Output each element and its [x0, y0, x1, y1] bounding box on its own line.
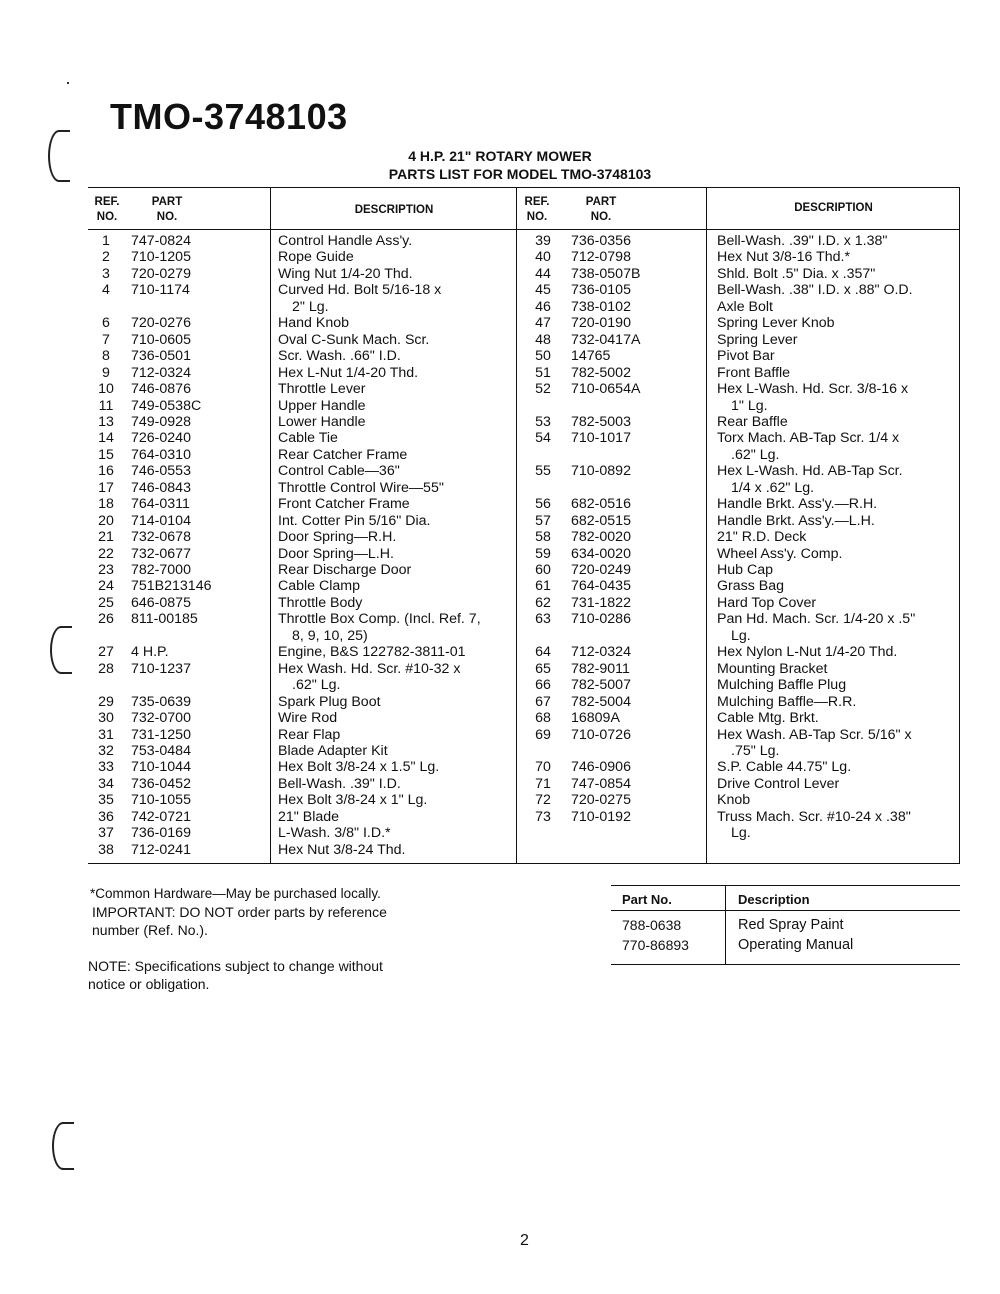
part-description: 1/4 x .62" Lg. — [731, 479, 815, 496]
ref-number: 60 — [535, 562, 551, 578]
ref-number: 61 — [535, 578, 551, 595]
part-description: Hex Nut 3/8-16 Thd.* — [717, 249, 851, 266]
ref-number: 59 — [535, 545, 551, 562]
document-subtitle: 4 H.P. 21" ROTARY MOWER — [408, 148, 592, 164]
ref-number: 40 — [535, 249, 551, 266]
part-description: Spring Lever — [717, 331, 798, 348]
part-description: Hex Wash. Hd. Scr. #10-32 x — [278, 660, 461, 677]
part-number: 4 H.P. — [131, 644, 169, 661]
part-description: Throttle Box Comp. (Incl. Ref. 7, — [278, 611, 481, 628]
part-description: Door Spring—L.H. — [278, 545, 394, 562]
ref-number: 8 — [102, 348, 110, 365]
extra-table-top-rule — [611, 885, 960, 886]
part-number: 710-0605 — [131, 331, 191, 348]
extra-row-desc: Red Spray Paint — [738, 917, 844, 933]
part-description: Drive Control Lever — [717, 775, 840, 792]
part-description: Front Catcher Frame — [278, 496, 410, 513]
column-divider — [959, 187, 960, 863]
part-description: .62" Lg. — [731, 446, 780, 463]
part-number: 738-0102 — [571, 298, 631, 315]
part-description: Hard Top Cover — [717, 594, 817, 611]
ref-number: 52 — [535, 381, 551, 398]
extra-row-part: 770-86893 — [622, 937, 689, 953]
ref-number: 15 — [98, 446, 114, 463]
part-number: 710-0286 — [571, 611, 631, 628]
binder-hole-mark-bottom — [52, 1122, 74, 1170]
ref-number: 58 — [535, 529, 551, 546]
part-description: Throttle Control Wire—55" — [278, 479, 444, 496]
ref-number: 67 — [535, 693, 551, 710]
part-number: 749-0928 — [131, 413, 191, 430]
part-number: 751B213146 — [131, 578, 212, 595]
part-number: 682-0516 — [571, 496, 631, 513]
ref-number: 48 — [535, 331, 551, 348]
ref-number: 16 — [98, 463, 114, 480]
ref-number: 13 — [98, 413, 114, 430]
part-description: Shld. Bolt .5" Dia. x .357" — [717, 265, 876, 282]
ref-number: 23 — [98, 562, 114, 578]
ref-number: 9 — [102, 364, 110, 381]
part-description: Axle Bolt — [717, 298, 773, 315]
part-description: Wire Rod — [278, 710, 338, 727]
ref-number: 62 — [535, 594, 551, 611]
part-number: 764-0311 — [131, 496, 190, 513]
part-description: Hex L-Nut 1/4-20 Thd. — [278, 364, 419, 381]
ref-number: 6 — [102, 315, 110, 332]
part-number: 710-0726 — [571, 726, 631, 743]
column-divider — [706, 187, 707, 863]
part-description: Upper Handle — [278, 397, 366, 414]
part-description: Rear Flap — [278, 726, 341, 743]
ref-number: 30 — [98, 710, 114, 727]
ref-number: 26 — [98, 611, 114, 628]
part-description: Mounting Bracket — [717, 660, 828, 677]
ref-number: 71 — [535, 775, 551, 792]
part-description: Grass Bag — [717, 578, 785, 595]
part-description: 8, 9, 10, 25) — [292, 627, 368, 644]
part-description: .62" Lg. — [292, 677, 341, 694]
part-number: 811-00185 — [131, 611, 198, 628]
ref-number: 32 — [98, 742, 114, 759]
ref-number: 33 — [98, 759, 114, 776]
ref-number: 53 — [535, 413, 551, 430]
part-number: 710-1044 — [131, 759, 191, 776]
part-description: Rope Guide — [278, 249, 354, 266]
header-part-no: PART NO. — [585, 196, 617, 223]
part-description: L-Wash. 3/8" I.D.* — [278, 825, 391, 842]
part-description: Hand Knob — [278, 315, 349, 332]
ref-number: 11 — [98, 397, 114, 414]
part-description: Scr. Wash. .66" I.D. — [278, 348, 401, 365]
ref-number: 4 — [102, 282, 110, 299]
part-number: 731-1250 — [131, 726, 191, 743]
ref-number: 39 — [535, 233, 551, 249]
part-number: 14765 — [571, 348, 611, 365]
part-number: 732-0700 — [131, 710, 191, 727]
part-description: Mulching Baffle Plug — [717, 677, 847, 694]
part-number: 753-0484 — [131, 742, 191, 759]
part-number: 746-0843 — [131, 479, 191, 496]
part-description: Handle Brkt. Ass'y.—R.H. — [717, 496, 878, 513]
part-description: 2" Lg. — [292, 298, 329, 315]
ref-number: 22 — [98, 545, 114, 562]
part-description: Control Cable—36" — [278, 463, 400, 480]
part-number: 720-0249 — [571, 562, 631, 578]
ref-number: 68 — [535, 710, 551, 727]
part-number: 747-0824 — [131, 233, 191, 249]
page-number: 2 — [520, 1232, 529, 1249]
part-description: Hex Wash. AB-Tap Scr. 5/16" x — [717, 726, 912, 743]
ref-number: 1 — [102, 233, 110, 249]
part-description: Throttle Lever — [278, 381, 366, 398]
part-number: 710-0654A — [571, 381, 641, 398]
part-description: Rear Baffle — [717, 413, 788, 430]
part-description: 21" Blade — [278, 808, 340, 825]
part-description: Bell-Wash. .39" I.D. x 1.38" — [717, 233, 888, 249]
header-part-no: PART NO. — [151, 196, 183, 223]
part-description: 1" Lg. — [731, 397, 768, 414]
part-number: 710-1017 — [571, 430, 631, 447]
part-description: Cable Clamp — [278, 578, 361, 595]
part-description: Blade Adapter Kit — [278, 742, 388, 759]
part-number: 710-1237 — [131, 660, 191, 677]
part-description: Bell-Wash. .39" I.D. — [278, 775, 401, 792]
ref-number: 69 — [535, 726, 551, 743]
part-number: 738-0507B — [571, 265, 641, 282]
part-description: Rear Catcher Frame — [278, 446, 408, 463]
part-description: Lg. — [731, 825, 751, 842]
part-description: Hex Bolt 3/8-24 x 1.5" Lg. — [278, 759, 440, 776]
specifications-note-line2: notice or obligation. — [88, 976, 210, 992]
ref-number: 10 — [98, 381, 114, 398]
part-number: 710-1174 — [131, 282, 190, 299]
part-number: 731-1822 — [571, 594, 631, 611]
ref-number: 3 — [102, 265, 110, 282]
ref-number: 28 — [98, 660, 114, 677]
part-description: Hex Bolt 3/8-24 x 1" Lg. — [278, 792, 428, 809]
part-number: 782-5007 — [571, 677, 631, 694]
part-number: 720-0279 — [131, 265, 191, 282]
part-number: 682-0515 — [571, 512, 631, 529]
part-description: Hub Cap — [717, 562, 773, 578]
ref-number: 51 — [535, 364, 551, 381]
part-number: 16809A — [571, 710, 620, 727]
extra-header-part-no: Part No. — [622, 892, 672, 907]
part-description: Rear Discharge Door — [278, 562, 412, 578]
part-description: S.P. Cable 44.75" Lg. — [717, 759, 852, 776]
ref-number: 45 — [535, 282, 551, 299]
ref-number: 57 — [535, 512, 551, 529]
ref-number: 44 — [535, 265, 551, 282]
ref-number: 63 — [535, 611, 551, 628]
parts-list-heading: PARTS LIST FOR MODEL TMO-3748103 — [388, 166, 652, 182]
part-number: 782-0020 — [571, 529, 631, 546]
part-number: 736-0452 — [131, 775, 191, 792]
part-description: Control Handle Ass'y. — [278, 233, 413, 249]
part-description: Spark Plug Boot — [278, 693, 381, 710]
part-number: 712-0798 — [571, 249, 631, 266]
important-note-line2: number (Ref. No.). — [92, 922, 208, 938]
part-description: Bell-Wash. .38" I.D. x .88" O.D. — [717, 282, 913, 299]
table-top-rule — [88, 187, 960, 188]
part-description: Spring Lever Knob — [717, 315, 835, 332]
ref-number: 24 — [98, 578, 114, 595]
ref-number: 7 — [102, 331, 110, 348]
part-description: Pan Hd. Mach. Scr. 1/4-20 x .5" — [717, 611, 916, 628]
part-number: 710-0892 — [571, 463, 631, 480]
ref-number: 18 — [98, 496, 114, 513]
part-number: 634-0020 — [571, 545, 631, 562]
binder-hole-mark-middle — [50, 626, 72, 674]
part-description: Front Baffle — [717, 364, 791, 381]
ref-number: 36 — [98, 808, 114, 825]
extra-row-desc: Operating Manual — [738, 937, 854, 953]
common-hardware-note: *Common Hardware—May be purchased locally. — [90, 886, 381, 901]
ref-number: 2 — [102, 249, 110, 266]
table-bottom-rule — [88, 863, 960, 864]
part-number: 732-0677 — [131, 545, 191, 562]
part-description: Knob — [717, 792, 751, 809]
part-number: 764-0435 — [571, 578, 631, 595]
part-description: 21" R.D. Deck — [717, 529, 807, 546]
part-number: 720-0190 — [571, 315, 631, 332]
part-number: 736-0356 — [571, 233, 631, 249]
part-description: Curved Hd. Bolt 5/16-18 x — [278, 282, 442, 299]
important-note-line1: IMPORTANT: DO NOT order parts by reference — [92, 904, 387, 920]
part-number: 746-0876 — [131, 381, 191, 398]
part-description: Truss Mach. Scr. #10-24 x .38" — [717, 808, 911, 825]
ref-number: 20 — [98, 512, 114, 529]
part-number: 782-5002 — [571, 364, 631, 381]
part-number: 710-1205 — [131, 249, 191, 266]
ref-number: 65 — [535, 660, 551, 677]
part-description: Door Spring—R.H. — [278, 529, 397, 546]
column-divider — [516, 187, 517, 863]
part-number: 747-0854 — [571, 775, 631, 792]
ref-number: 66 — [535, 677, 551, 694]
ref-number: 55 — [535, 463, 551, 480]
header-description: DESCRIPTION — [794, 202, 873, 214]
extra-table-bottom-rule — [611, 964, 960, 965]
ref-number: 50 — [535, 348, 551, 365]
header-description: DESCRIPTION — [354, 204, 434, 216]
part-number: 736-0169 — [131, 825, 191, 842]
part-description: Handle Brkt. Ass'y.—L.H. — [717, 512, 875, 529]
part-description: Throttle Body — [278, 594, 363, 611]
extra-table-divider — [725, 885, 726, 964]
part-number: 735-0639 — [131, 693, 191, 710]
extra-header-description: Description — [738, 892, 810, 907]
ref-number: 47 — [535, 315, 551, 332]
ref-number: 46 — [535, 298, 551, 315]
document-title: TMO-3748103 — [110, 96, 348, 137]
ref-number: 29 — [98, 693, 114, 710]
ref-number: 72 — [535, 792, 551, 809]
part-number: 742-0721 — [131, 808, 191, 825]
ref-number: 31 — [98, 726, 114, 743]
part-description: Torx Mach. AB-Tap Scr. 1/4 x — [717, 430, 900, 447]
ref-number: 25 — [98, 594, 114, 611]
part-description: Cable Tie — [278, 430, 338, 447]
ref-number: 70 — [535, 759, 551, 776]
table-header-rule — [88, 229, 960, 230]
part-number: 710-1055 — [131, 792, 191, 809]
part-number: 782-5004 — [571, 693, 631, 710]
part-number: 746-0906 — [571, 759, 631, 776]
part-description: Cable Mtg. Brkt. — [717, 710, 819, 727]
ref-number: 21 — [98, 529, 114, 546]
ref-number: 17 — [98, 479, 114, 496]
extra-table-header-rule — [611, 910, 960, 911]
part-number: 749-0538C — [131, 397, 202, 414]
ref-number: 38 — [98, 841, 114, 858]
header-ref-no: REF. NO. — [524, 196, 550, 223]
ref-number: 56 — [535, 496, 551, 513]
ref-number: 35 — [98, 792, 114, 809]
part-description: Hex Nylon L-Nut 1/4-20 Thd. — [717, 644, 898, 661]
header-ref-no: REF. NO. — [94, 196, 120, 223]
ref-number: 37 — [98, 825, 114, 842]
part-number: 712-0324 — [571, 644, 631, 661]
part-number: 782-5003 — [571, 413, 631, 430]
part-number: 726-0240 — [131, 430, 191, 447]
ref-number: 54 — [535, 430, 551, 447]
part-description: Mulching Baffle—R.R. — [717, 693, 857, 710]
part-description: Hex L-Wash. Hd. Scr. 3/8-16 x — [717, 381, 909, 398]
part-description: Oval C-Sunk Mach. Scr. — [278, 331, 430, 348]
ref-number: 34 — [98, 775, 114, 792]
part-number: 710-0192 — [571, 808, 631, 825]
part-description: Wing Nut 1/4-20 Thd. — [278, 265, 413, 282]
part-number: 732-0678 — [131, 529, 191, 546]
scan-dot — [67, 82, 69, 84]
ref-number: 64 — [535, 644, 551, 661]
part-description: .75" Lg. — [731, 742, 780, 759]
part-number: 782-9011 — [571, 660, 630, 677]
part-description: Lower Handle — [278, 413, 366, 430]
part-description: Pivot Bar — [717, 348, 775, 365]
extra-row-part: 788-0638 — [622, 917, 682, 933]
ref-number: 14 — [98, 430, 114, 447]
part-number: 720-0276 — [131, 315, 191, 332]
part-number: 712-0241 — [131, 841, 191, 858]
part-number: 764-0310 — [131, 446, 191, 463]
column-divider — [270, 187, 271, 863]
part-description: Int. Cotter Pin 5/16" Dia. — [278, 512, 431, 529]
part-description: Hex Nut 3/8-24 Thd. — [278, 841, 406, 858]
ref-number: 27 — [98, 644, 114, 661]
part-number: 736-0501 — [131, 348, 191, 365]
part-description: Engine, B&S 122782-3811-01 — [278, 644, 466, 661]
part-number: 732-0417A — [571, 331, 641, 348]
part-number: 712-0324 — [131, 364, 191, 381]
part-number: 714-0104 — [131, 512, 191, 529]
specifications-note-line1: NOTE: Specifications subject to change without — [88, 958, 383, 974]
part-description: Hex L-Wash. Hd. AB-Tap Scr. — [717, 463, 903, 480]
part-number: 720-0275 — [571, 792, 631, 809]
part-number: 736-0105 — [571, 282, 631, 299]
part-number: 646-0875 — [131, 594, 191, 611]
part-description: Wheel Ass'y. Comp. — [717, 545, 843, 562]
part-number: 746-0553 — [131, 463, 191, 480]
part-description: Lg. — [731, 627, 751, 644]
ref-number: 73 — [535, 808, 551, 825]
part-number: 782-7000 — [131, 562, 191, 578]
